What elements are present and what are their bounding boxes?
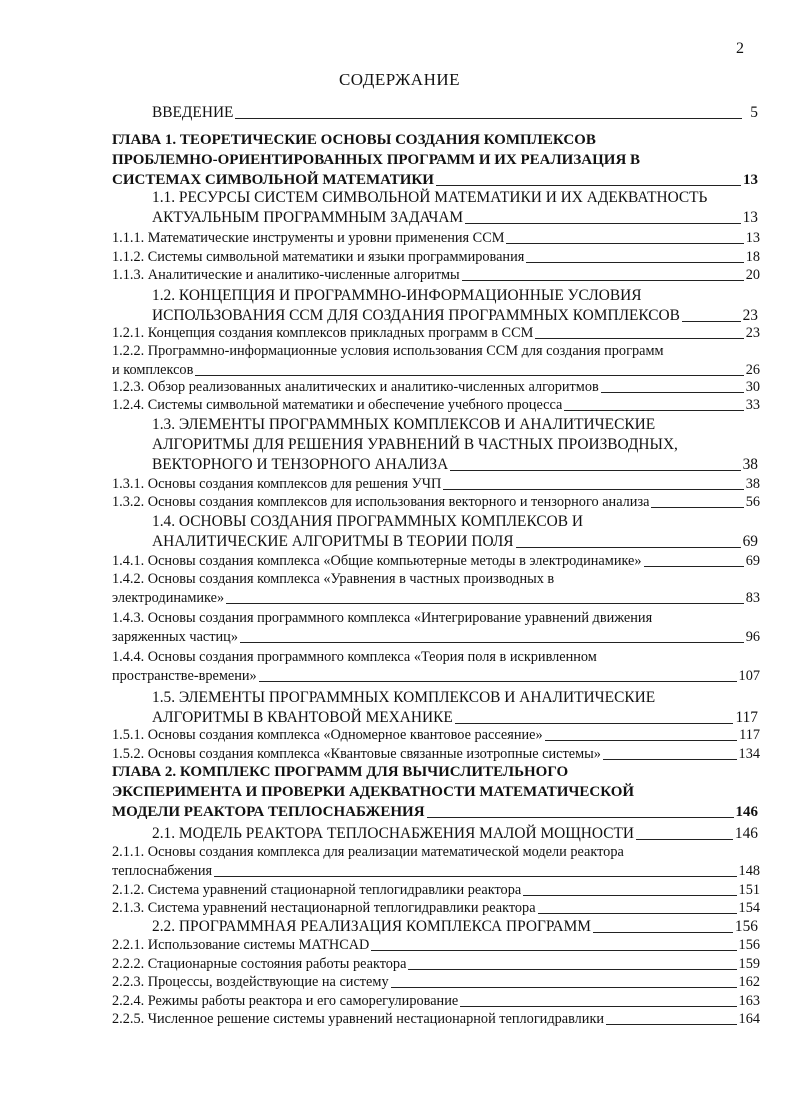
toc-page-number: 164 — [738, 1011, 760, 1027]
toc-page-number: 156 — [738, 937, 760, 953]
toc-entry — [112, 493, 760, 512]
toc-entry-text: 1.4. ОСНОВЫ СОЗДАНИЯ ПРОГРАММНЫХ КОМПЛЕКСОВ И — [152, 513, 583, 530]
toc-entry-text: 1.3.1. Основы создания комплексов для решения УЧП — [112, 476, 442, 492]
toc-entry-text: АКТУАЛЬНЫМ ПРОГРАММНЫМ ЗАДАЧАМ — [152, 209, 464, 226]
toc-entry-text: 2.2.3. Процессы, воздействующие на систему — [112, 974, 389, 990]
toc-page-number: 5 — [750, 104, 758, 121]
page-title: СОДЕРЖАНИЕ — [338, 70, 461, 89]
toc-entry-text: ГЛАВА 1. ТЕОРЕТИЧЕСКИЕ ОСНОВЫ СОЗДАНИЯ КОМПЛЕКСОВ — [112, 132, 596, 148]
toc-entry-text: 1.3. ЭЛЕМЕНТЫ ПРОГРАММНЫХ КОМПЛЕКСОВ И АНАЛИТИЧЕСКИЕ — [152, 416, 656, 433]
leader-line — [462, 280, 744, 281]
page-number: 2 — [736, 40, 744, 57]
leader-line — [226, 603, 744, 604]
toc-entry-text: ЭКСПЕРИМЕНТА И ПРОВЕРКИ АДЕКВАТНОСТИ МАТЕМАТИЧЕСКОЙ — [112, 784, 635, 800]
toc-entry-text: 2.2.2. Стационарные состояния работы реактора — [112, 956, 407, 972]
leader-line — [214, 876, 736, 877]
toc-page-number: 151 — [738, 882, 760, 898]
leader-line — [427, 817, 734, 818]
leader-line — [526, 262, 743, 263]
toc-entry-text: электродинамике» — [112, 590, 225, 606]
leader-line — [436, 185, 741, 186]
toc-entry-text: 1.1. РЕСУРСЫ СИСТЕМ СИМВОЛЬНОЙ МАТЕМАТИКИ И ИХ АДЕКВАТНОСТЬ — [152, 189, 708, 206]
toc-entry — [152, 917, 758, 937]
toc-page-number: 26 — [745, 362, 760, 378]
toc-page-number: 38 — [742, 456, 758, 473]
toc-entry — [152, 188, 758, 228]
toc-page-number: 13 — [743, 172, 758, 188]
toc-entry — [112, 552, 760, 571]
toc-entry — [112, 130, 758, 190]
leader-line — [651, 507, 743, 508]
leader-line — [535, 338, 743, 339]
leader-line — [538, 913, 737, 914]
leader-line — [240, 642, 744, 643]
toc-entry-text: 1.1.3. Аналитические и аналитико-численные алгоритмы — [112, 267, 460, 283]
leader-line — [545, 740, 737, 741]
toc-entry — [112, 899, 760, 918]
leader-line — [564, 410, 743, 411]
toc-page-number: 20 — [745, 267, 760, 283]
toc-entry-text: 1.4.2. Основы создания комплекса «Уравнения в частных производных в — [112, 571, 555, 587]
toc-entry-text: ГЛАВА 2. КОМПЛЕКС ПРОГРАММ ДЛЯ ВЫЧИСЛИТЕЛЬНОГО — [112, 764, 569, 780]
toc-entry — [152, 688, 758, 728]
toc-entry-text: ВЕКТОРНОГО И ТЕНЗОРНОГО АНАЛИЗА — [152, 456, 449, 473]
toc-entry-text: 2.2. ПРОГРАММНАЯ РЕАЛИЗАЦИЯ КОМПЛЕКСА ПРОГРАММ — [152, 918, 591, 935]
toc-entry-text: 1.1.1. Математические инструменты и уровни применения ССМ — [112, 230, 505, 246]
leader-line — [259, 681, 737, 682]
toc-entry — [112, 396, 760, 415]
toc-entry — [112, 324, 760, 343]
toc-page-number: 146 — [735, 804, 758, 820]
toc-page-number: 117 — [735, 709, 758, 726]
toc-page-number: 23 — [742, 307, 758, 324]
toc-page-number: 30 — [745, 379, 760, 395]
toc-entry — [112, 229, 760, 248]
leader-line — [371, 950, 736, 951]
toc-entry-text: 1.2.2. Программно-информационные условия использования ССМ для создания программ — [112, 343, 664, 359]
toc-entry — [112, 762, 758, 822]
toc-entry-text: 1.2.3. Обзор реализованных аналитических и аналитико-численных алгоритмов — [112, 379, 599, 395]
leader-line — [603, 759, 737, 760]
toc-page-number: 162 — [738, 974, 760, 990]
toc-entry — [112, 378, 760, 397]
toc-entry-text: 2.2.4. Режимы работы реактора и его саморегулирование — [112, 993, 459, 1009]
leader-line — [443, 489, 743, 490]
toc-page-number: 18 — [745, 249, 760, 265]
toc-page-number: 134 — [738, 746, 760, 762]
toc-page-number: 148 — [738, 863, 760, 879]
toc-entry — [112, 570, 760, 608]
toc-page-number: 83 — [745, 590, 760, 606]
leader-line — [601, 392, 744, 393]
toc-entry — [152, 512, 758, 552]
toc-entry-text: 1.4.1. Основы создания комплекса «Общие компьютерные методы в электродинамике» — [112, 553, 642, 569]
toc-entry-text: МОДЕЛИ РЕАКТОРА ТЕПЛОСНАБЖЕНИЯ — [112, 804, 425, 820]
toc-page-number: 154 — [738, 900, 760, 916]
toc-entry-text: 2.1.2. Система уравнений стационарной теплогидравлики реактора — [112, 882, 522, 898]
toc-entry — [112, 973, 760, 992]
toc-entry-text: 2.1.3. Система уравнений нестационарной теплогидравлики реактора — [112, 900, 536, 916]
toc-entry — [112, 955, 760, 974]
toc-page-number: 117 — [739, 727, 760, 743]
toc-entry-text: 1.2. КОНЦЕПЦИЯ И ПРОГРАММНО-ИНФОРМАЦИОННЫЕ УСЛОВИЯ — [152, 287, 642, 304]
toc-entry-text: 1.1.2. Системы символьной математики и языки программирования — [112, 249, 525, 265]
toc-entry — [112, 248, 760, 267]
leader-line — [636, 839, 733, 840]
toc-entry — [112, 1010, 760, 1029]
toc-entry — [152, 103, 758, 123]
toc-page-number: 13 — [742, 209, 758, 226]
toc-entry — [112, 648, 760, 686]
toc-entry-text: 1.3.2. Основы создания комплексов для использования векторного и тензорного анализа — [112, 494, 650, 510]
toc-entry — [112, 992, 760, 1011]
toc-entry-text: 1.5.1. Основы создания комплекса «Одномерное квантовое рассеяние» — [112, 727, 543, 743]
toc-page-number: 107 — [738, 668, 760, 684]
toc-page-number: 38 — [745, 476, 760, 492]
toc-entry — [112, 475, 760, 494]
toc-entry-text: 1.5.2. Основы создания комплекса «Квантовые связанные изотропные системы» — [112, 746, 601, 762]
leader-line — [195, 375, 743, 376]
leader-line — [408, 969, 736, 970]
toc-page-number: 159 — [738, 956, 760, 972]
leader-line — [606, 1024, 736, 1025]
leader-line — [391, 987, 737, 988]
toc-entry-text: 2.1. МОДЕЛЬ РЕАКТОРА ТЕПЛОСНАБЖЕНИЯ МАЛОЙ МОЩНОСТИ — [152, 825, 634, 842]
toc-entry — [112, 726, 760, 745]
toc-entry-text: ПРОБЛЕМНО-ОРИЕНТИРОВАННЫХ ПРОГРАММ И ИХ РЕАЛИЗАЦИЯ В — [112, 152, 641, 168]
toc-entry — [112, 342, 760, 380]
toc-entry-text: 2.1.1. Основы создания комплекса для реализации математической модели реактора — [112, 844, 624, 860]
toc-entry — [152, 415, 758, 475]
toc-page-number: 156 — [734, 918, 758, 935]
toc-entry-text: и комплексов — [112, 362, 194, 378]
leader-line — [455, 723, 734, 724]
toc-entry — [112, 936, 760, 955]
toc-entry-text: 2.2.5. Численное решение системы уравнений нестационарной теплогидравлики — [112, 1011, 605, 1027]
toc-page-number: 33 — [745, 397, 760, 413]
leader-line — [235, 118, 742, 119]
toc-entry — [112, 609, 760, 647]
toc-entry-text: АЛГОРИТМЫ В КВАНТОВОЙ МЕХАНИКЕ — [152, 709, 453, 726]
toc-page-number: 163 — [738, 993, 760, 1009]
toc-entry-text: ИСПОЛЬЗОВАНИЯ ССМ ДЛЯ СОЗДАНИЯ ПРОГРАММНЫХ КОМПЛЕКСОВ — [152, 307, 680, 324]
toc-entry-text: ВВЕДЕНИЕ — [152, 104, 234, 121]
toc-page-number: 23 — [745, 325, 760, 341]
leader-line — [644, 566, 744, 567]
toc-entry — [112, 266, 760, 285]
toc-entry-text: 2.2.1. Использование системы MATHCAD — [112, 937, 370, 953]
toc-entry-text: 1.4.4. Основы создания программного комплекса «Теория поля в искривленном — [112, 649, 597, 665]
toc-page-number: 69 — [745, 553, 760, 569]
leader-line — [682, 321, 741, 322]
toc-entry-text: АНАЛИТИЧЕСКИЕ АЛГОРИТМЫ В ТЕОРИИ ПОЛЯ — [152, 533, 514, 550]
leader-line — [593, 932, 733, 933]
toc-page-number: 56 — [745, 494, 760, 510]
toc-page-number: 13 — [745, 230, 760, 246]
toc-entry-text: 1.2.4. Системы символьной математики и обеспечение учебного процесса — [112, 397, 563, 413]
toc-entry-text: АЛГОРИТМЫ ДЛЯ РЕШЕНИЯ УРАВНЕНИЙ В ЧАСТНЫХ ПРОИЗВОДНЫХ, — [152, 436, 678, 453]
toc-entry — [152, 824, 758, 844]
leader-line — [465, 223, 740, 224]
toc-entry-text: 1.5. ЭЛЕМЕНТЫ ПРОГРАММНЫХ КОМПЛЕКСОВ И АНАЛИТИЧЕСКИЕ — [152, 689, 656, 706]
toc-page-number: 96 — [745, 629, 760, 645]
leader-line — [516, 547, 741, 548]
toc-entry-text: СИСТЕМАХ СИМВОЛЬНОЙ МАТЕМАТИКИ — [112, 172, 434, 188]
toc-entry-text: 1.4.3. Основы создания программного комплекса «Интегрирование уравнений движения — [112, 610, 653, 626]
toc-entry-text: пространстве-времени» — [112, 668, 257, 684]
toc-entry — [152, 286, 758, 326]
leader-line — [506, 243, 743, 244]
toc-entry-text: заряженных частиц» — [112, 629, 238, 645]
toc-entry-text: теплоснабжения — [112, 863, 213, 879]
toc-entry-text: 1.2.1. Концепция создания комплексов прикладных программ в ССМ — [112, 325, 534, 341]
leader-line — [460, 1006, 736, 1007]
toc-entry — [112, 881, 760, 900]
toc-page-number: 69 — [742, 533, 758, 550]
leader-line — [523, 895, 736, 896]
toc-entry — [112, 843, 760, 881]
leader-line — [450, 470, 740, 471]
toc-page-number: 146 — [734, 825, 758, 842]
